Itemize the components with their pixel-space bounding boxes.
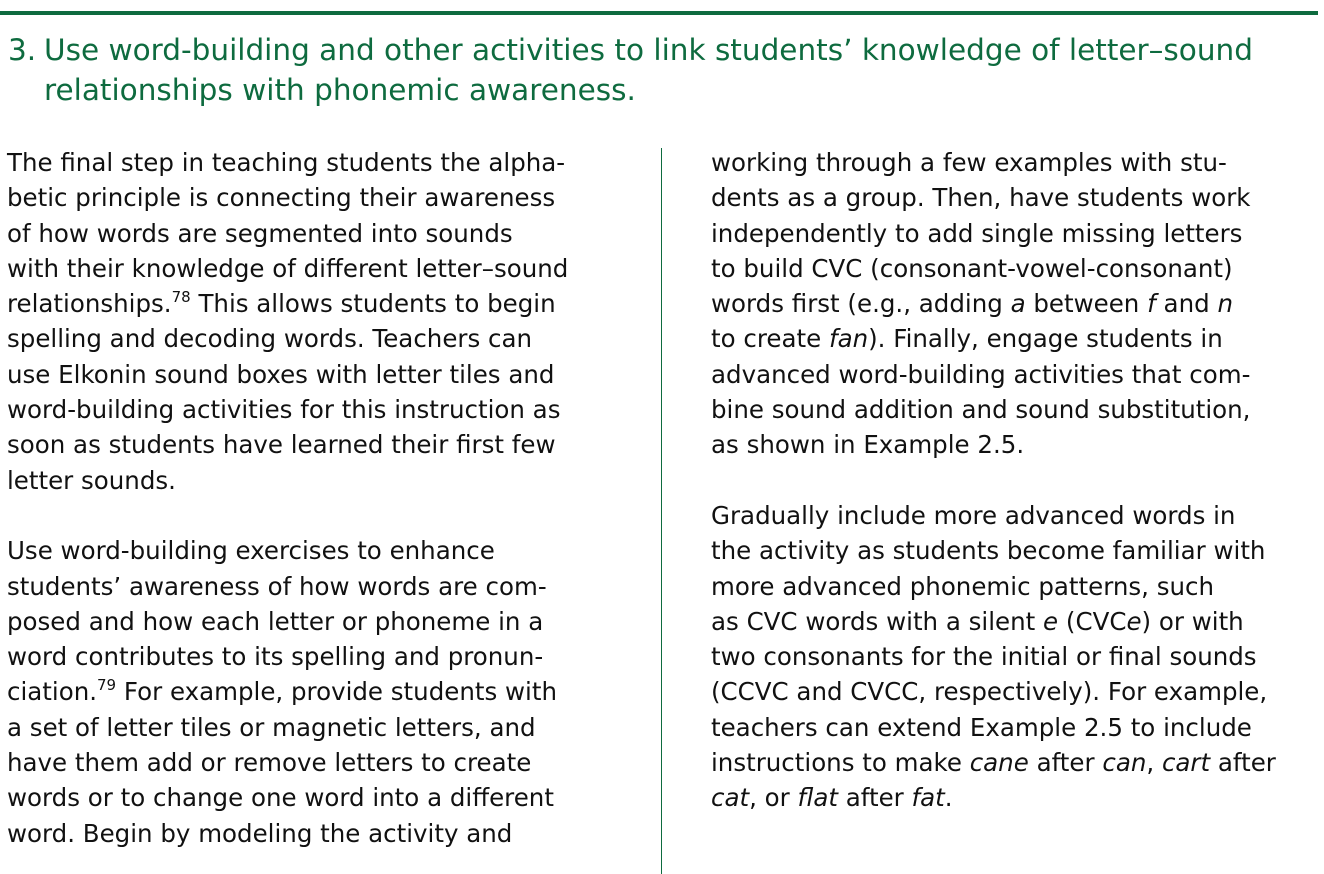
text-segment: (CVC [1058,606,1127,636]
column-divider [661,148,662,874]
text-line [711,286,1323,321]
heading-text-2: relationships with phonemic awareness. [44,73,636,107]
top-rule [0,11,1318,15]
text-line: dents as a group. Then, have students work [711,183,1251,213]
text-line: of how words are segmented into sounds [7,218,513,248]
text-line [711,780,1323,815]
heading-number: 3. [8,33,37,67]
text-segment: , [1146,748,1162,778]
italic-term: fat [911,783,945,813]
italic-term: can [1102,748,1147,778]
text-segment: , or [749,783,798,813]
section-heading [8,30,1308,110]
text-line: the activity as students become familiar with [711,536,1266,566]
text-line [711,321,1323,356]
text-line: have them add or remove letters to create [7,748,532,778]
text-line: word contributes to its spelling and pronun- [7,642,544,672]
footnote-ref-78: 78 [171,288,191,307]
text-line: letter sounds. [7,465,176,495]
text-line: The final step in teaching students the alpha- [7,148,566,177]
text-segment: ciation. [7,677,98,707]
text-line: betic principle is connecting their awareness [7,183,556,213]
text-line: a set of letter tiles or magnetic letters, and [7,712,536,742]
text-line [711,604,1323,639]
text-line: with their knowledge of different letter–sound [7,253,569,283]
heading-line-2 [8,70,1308,110]
italic-term: f [1147,289,1156,319]
text-line: word-building activities for this instruction as [7,395,561,425]
text-line: advanced word-building activities that com- [711,359,1251,389]
text-line: Gradually include more advanced words in [711,500,1236,530]
text-segment: instructions to make [711,748,970,778]
left-paragraph-1 [7,145,637,498]
text-line: word. Begin by modeling the activity and [7,818,513,848]
text-segment: words first (e.g., adding [711,289,1011,319]
text-line: (CCVC and CVCC, respectively). For example, [711,677,1268,707]
right-paragraph-1 [711,145,1323,463]
text-line: words or to change one word into a different [7,783,554,813]
left-column [7,145,637,851]
italic-term: cane [969,748,1029,778]
text-segment: to create [711,324,829,354]
text-line [711,745,1323,780]
text-segment: For example, provide students with [116,677,557,707]
text-line: independently to add single missing letters [711,218,1243,248]
right-paragraph-2 [711,498,1323,816]
text-line: soon as students have learned their first few [7,430,556,460]
italic-term: cat [711,783,750,813]
text-segment: after [1028,748,1103,778]
italic-term: flat [797,783,838,813]
text-segment: after [837,783,912,813]
text-line: to build CVC (consonant-vowel-consonant) [711,253,1233,283]
footnote-ref-79: 79 [97,676,117,695]
right-column [711,145,1323,816]
left-paragraph-2 [7,533,637,851]
text-segment: and [1155,289,1218,319]
italic-term: e [1043,606,1059,636]
text-line: use Elkonin sound boxes with letter tiles and [7,359,555,389]
text-line: bine sound addition and sound substitution, [711,395,1251,425]
text-segment: This allows students to begin [190,289,556,319]
text-line: more advanced phonemic patterns, such [711,571,1214,601]
text-line: as shown in Example 2.5. [711,430,1025,460]
text-segment: relationships. [7,289,172,319]
text-line: posed and how each letter or phoneme in a [7,606,544,636]
text-line: working through a few examples with stu- [711,148,1227,177]
italic-term: cart [1161,748,1211,778]
italic-term: fan [828,324,869,354]
text-line [7,286,637,321]
italic-term: a [1010,289,1026,319]
italic-term: n [1217,289,1233,319]
text-segment: ) or with [1141,606,1244,636]
text-line: two consonants for the initial or final sounds [711,642,1257,672]
text-line: spelling and decoding words. Teachers can [7,324,533,354]
text-segment: as CVC words with a silent [711,606,1044,636]
text-segment: between [1025,289,1148,319]
text-line: Use word-building exercises to enhance [7,536,495,566]
text-line [7,674,637,709]
text-segment: . [944,783,953,813]
text-line: students’ awareness of how words are com- [7,571,547,601]
italic-term: e [1126,606,1142,636]
text-segment: ). Finally, engage students in [868,324,1223,354]
heading-text-1: Use word-building and other activities to link students’ knowledge of letter–sound [44,33,1253,67]
text-segment: after [1210,748,1276,778]
text-line: teachers can extend Example 2.5 to include [711,712,1252,742]
heading-line-1 [8,30,1308,70]
